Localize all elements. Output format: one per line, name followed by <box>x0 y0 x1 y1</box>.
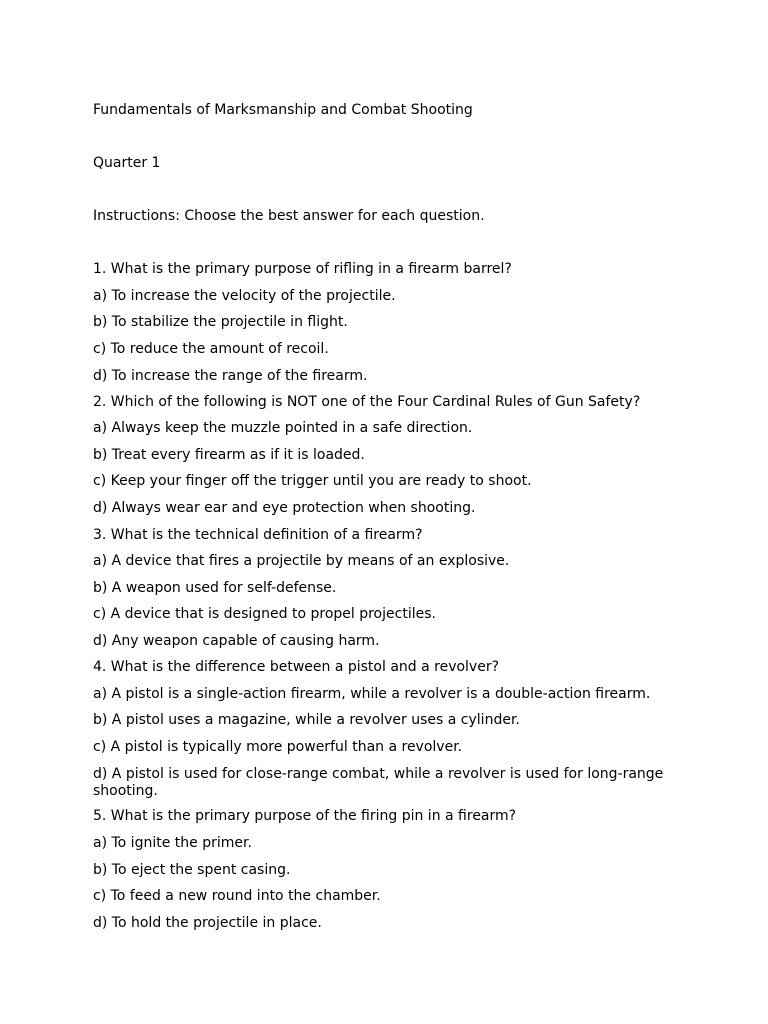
question-4-option-b: b) A pistol uses a magazine, while a revolver uses a cylinder. <box>93 712 520 728</box>
question-1-option-b: b) To stabilize the projectile in flight. <box>93 314 348 330</box>
question-2-option-a: a) Always keep the muzzle pointed in a safe direction. <box>93 420 473 436</box>
document-title: Fundamentals of Marksmanship and Combat Shooting <box>93 102 473 118</box>
question-5-option-c: c) To feed a new round into the chamber. <box>93 888 381 904</box>
question-4-option-a: a) A pistol is a single-action firearm, while a revolver is a double-action firearm. <box>93 686 651 702</box>
question-5-option-b: b) To eject the spent casing. <box>93 862 291 878</box>
question-1-option-a: a) To increase the velocity of the projectile. <box>93 288 396 304</box>
question-3-option-d: d) Any weapon capable of causing harm. <box>93 633 380 649</box>
question-3-option-c: c) A device that is designed to propel projectiles. <box>93 606 436 622</box>
question-1-option-c: c) To reduce the amount of recoil. <box>93 341 329 357</box>
question-2-option-b: b) Treat every firearm as if it is loaded. <box>93 447 365 463</box>
question-1: 1. What is the primary purpose of rifling in a firearm barrel? <box>93 261 512 277</box>
question-1-option-d: d) To increase the range of the firearm. <box>93 368 368 384</box>
question-5-option-a: a) To ignite the primer. <box>93 835 252 851</box>
question-5-option-d: d) To hold the projectile in place. <box>93 915 322 931</box>
question-5: 5. What is the primary purpose of the firing pin in a firearm? <box>93 808 517 824</box>
document-page <box>93 0 693 1024</box>
instructions-text: Instructions: Choose the best answer for each question. <box>93 208 485 224</box>
question-3: 3. What is the technical definition of a firearm? <box>93 527 423 543</box>
quarter-label: Quarter 1 <box>93 155 161 171</box>
question-4-option-d: d) A pistol is used for close-range combat, while a revolver is used for long-range shooting. <box>93 766 664 799</box>
question-4: 4. What is the difference between a pistol and a revolver? <box>93 659 500 675</box>
question-2-option-c: c) Keep your finger off the trigger until you are ready to shoot. <box>93 473 532 489</box>
question-4-option-c: c) A pistol is typically more powerful than a revolver. <box>93 739 463 755</box>
question-2-option-d: d) Always wear ear and eye protection when shooting. <box>93 500 476 516</box>
question-3-option-a: a) A device that fires a projectile by means of an explosive. <box>93 553 510 569</box>
question-3-option-b: b) A weapon used for self-defense. <box>93 580 337 596</box>
question-2: 2. Which of the following is NOT one of the Four Cardinal Rules of Gun Safety? <box>93 394 641 410</box>
